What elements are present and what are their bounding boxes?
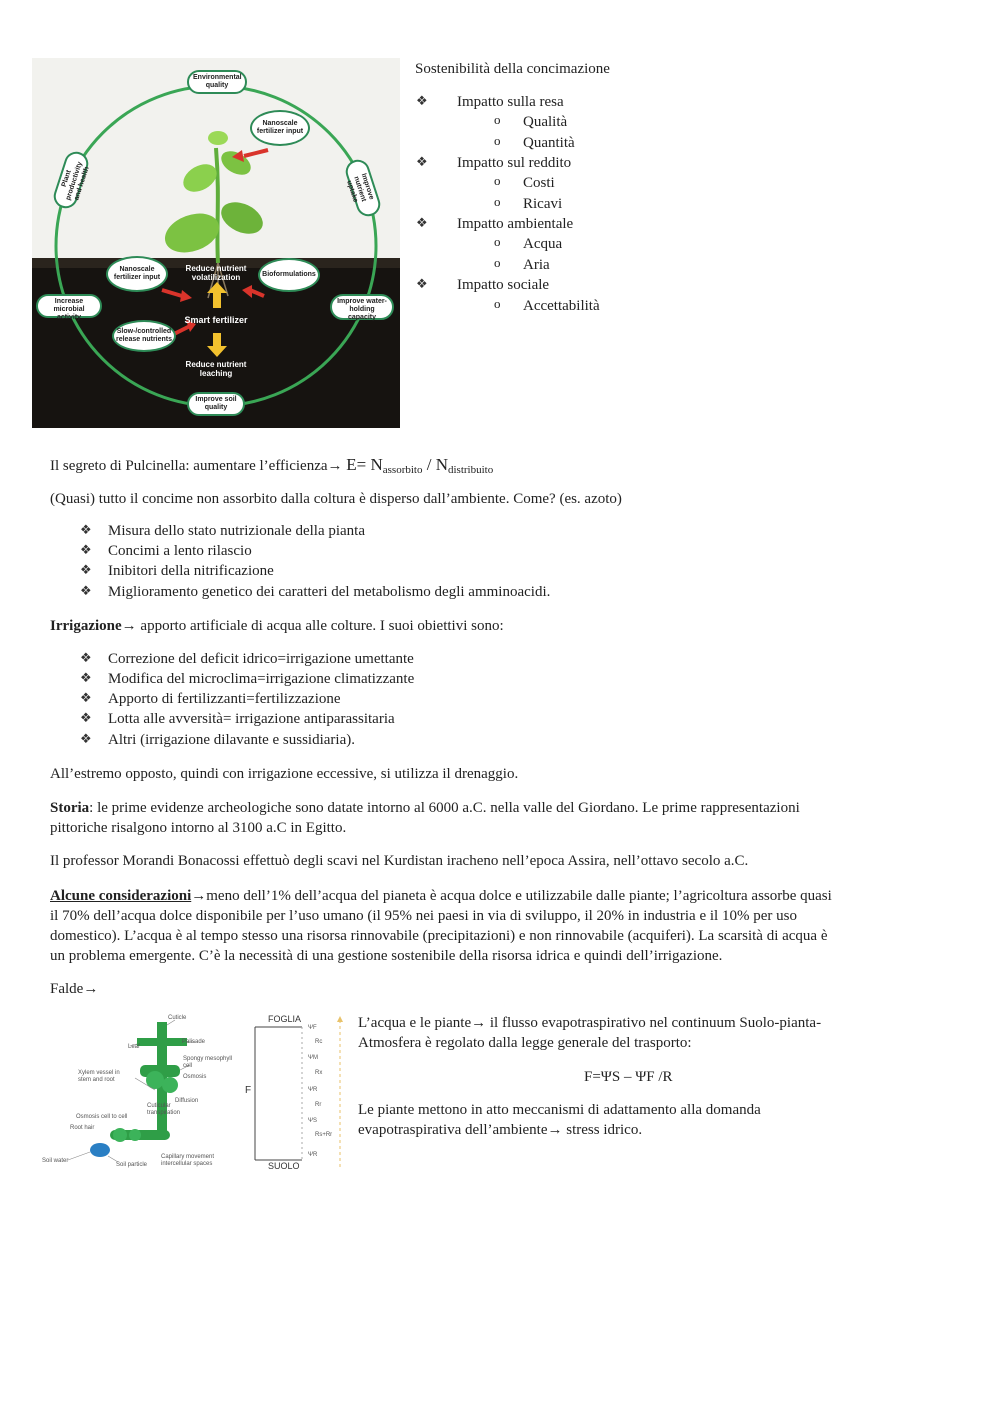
resistance-label: Rc	[315, 1039, 323, 1045]
water-line4	[358, 1120, 642, 1140]
formula-subscript: distribuito	[448, 464, 494, 476]
falde-heading: Falde→	[50, 981, 99, 997]
suolo-label: SUOLO	[268, 1161, 300, 1171]
irrigazione-text: apporto artificiale di acqua alle colture. I suoi obiettivi sono:	[136, 618, 504, 634]
considerazioni-line4: un problema emergente. C’è la necessità di una gestione sostenibile della risorsa idrica e quindi dell’irrigazione.	[50, 948, 723, 964]
considerazioni-text: meno dell’1% dell’acqua del pianeta è acqua dolce e utilizzabile dalle piante; l’agricoltura assorbe quasi	[206, 888, 832, 904]
diamond-bullet-icon: ❖	[416, 154, 428, 169]
arrow-icon: →	[121, 618, 137, 634]
goal-item: Correzione del deficit idrico=irrigazione umettante	[108, 651, 414, 667]
resistance-label: ΨS	[308, 1118, 318, 1124]
circle-bullet-icon: o	[494, 255, 501, 270]
transport-formula: F=ΨS – ΨF /R	[584, 1069, 673, 1085]
sustain-subitem: Quantità	[523, 135, 575, 151]
bioformulations-label: Bioformulations	[258, 258, 320, 292]
environmental-quality-label: Environmental quality	[187, 70, 247, 94]
plant-productivity-label: Plant productivity and health	[51, 149, 92, 212]
circle-bullet-icon: o	[494, 133, 501, 148]
diamond-bullet-icon: ❖	[80, 690, 92, 705]
irrigazione-term: Irrigazione	[50, 618, 122, 634]
sustain-subitem: Costi	[523, 175, 555, 191]
diamond-bullet-icon: ❖	[416, 276, 428, 291]
storia-line1: : le prime evidenze archeologiche sono datate intorno al 6000 a.C. nella valle del Giordano. Le prime rappresentazioni	[89, 800, 800, 816]
goal-item: Altri (irrigazione dilavante e sussidiaria).	[108, 732, 355, 748]
water-line1-a: L’acqua e le piante	[358, 1015, 472, 1031]
diamond-bullet-icon: ❖	[80, 542, 92, 557]
sustain-subitem: Qualità	[523, 114, 568, 130]
morandi-paragraph: Il professor Morandi Bonacossi effettuò degli scavi nel Kurdistan iracheno nell’epoca Assira, nell’ottavo secolo a.C.	[50, 853, 749, 869]
diamond-bullet-icon: ❖	[80, 562, 92, 577]
diamond-bullet-icon: ❖	[80, 670, 92, 685]
method-item: Concimi a lento rilascio	[108, 543, 252, 559]
circle-bullet-icon: o	[494, 234, 501, 249]
improve-water-label: Improve water-holding capacity	[330, 294, 394, 320]
resistance-label: Rs+Rr	[315, 1132, 333, 1138]
water-line1	[358, 1013, 821, 1033]
sustain-item: Impatto sul reddito	[457, 155, 572, 171]
circle-bullet-icon: o	[494, 112, 501, 127]
efficiency-formula: E= N	[346, 455, 383, 474]
storia-term: Storia	[50, 800, 90, 816]
diamond-bullet-icon: ❖	[80, 583, 92, 598]
diamond-bullet-icon: ❖	[80, 650, 92, 665]
circle-bullet-icon: o	[494, 296, 501, 311]
sustain-subitem: Ricavi	[523, 196, 563, 212]
considerazioni-line3: domestico). L’acqua è al tempo stesso una risorsa rinnovabile (precipitazioni) e non rinnovabile (acquiferi). La scarsità di acqua è	[50, 928, 828, 944]
goal-item: Apporto di fertilizzanti=fertilizzazione	[108, 691, 341, 707]
irrigazione-paragraph	[50, 616, 504, 636]
cuticular-label: Cuticular transpiration	[147, 1103, 181, 1116]
xylem-label: Xylem vessel in stem and root	[78, 1070, 120, 1083]
water-line2: Atmosfera è regolato dalla legge generale del trasporto:	[358, 1035, 692, 1051]
formula-subscript: assorbito	[382, 464, 423, 476]
resistance-label: Rx	[315, 1070, 323, 1076]
diamond-bullet-icon: ❖	[416, 215, 428, 230]
resistance-label: ΨR	[308, 1152, 318, 1158]
sustain-subitem: Aria	[523, 257, 550, 273]
osmosis-label: Osmosis	[183, 1074, 207, 1080]
soil-water-label: Soil water	[42, 1158, 69, 1164]
sustainability-title: Sostenibilità della concimazione	[415, 61, 610, 77]
increase-microbial-label: Increase microbial activity	[36, 294, 102, 318]
formula-slash: / N	[422, 455, 448, 474]
osmosis-root-label: Osmosis cell to cell	[76, 1114, 128, 1120]
smart-fertilizer-figure	[32, 58, 400, 428]
flux-label: F	[245, 1085, 252, 1096]
diamond-bullet-icon: ❖	[80, 522, 92, 537]
spongy-label: Spongy mesophyll cell	[183, 1056, 233, 1069]
arrow-icon: →	[547, 1122, 563, 1138]
goal-item: Modifica del microclima=irrigazione climatizzante	[108, 671, 415, 687]
water-transport-figure	[40, 1010, 350, 1175]
arrow-icon: →	[191, 888, 207, 904]
efficiency-prefix: Il segreto di Pulcinella: aumentare l’efficienza	[50, 458, 328, 474]
sustain-item: Impatto sulla resa	[457, 94, 564, 110]
reduce-leaching-label: Reduce nutrient leaching	[185, 360, 247, 378]
diamond-bullet-icon: ❖	[80, 710, 92, 725]
sustain-subitem: Acqua	[523, 236, 563, 252]
arrow-icon: →	[327, 458, 343, 474]
considerazioni-line1	[50, 886, 832, 906]
water-line4-b: stress idrico.	[562, 1122, 643, 1138]
water-line3: Le piante mettono in atto meccanismi di adattamento alla domanda	[358, 1102, 761, 1118]
resistance-label: ΨR	[308, 1087, 318, 1093]
resistance-label: Rr	[315, 1102, 322, 1108]
arrow-icon: →	[471, 1015, 487, 1031]
improve-soil-label: Improve soil quality	[187, 392, 245, 416]
resistance-label: ΨF	[308, 1025, 317, 1031]
method-item: Inibitori della nitrificazione	[108, 563, 274, 579]
sustain-subitem: Accettabilità	[523, 298, 600, 314]
considerazioni-term: Alcune considerazioni	[50, 888, 192, 904]
nanoscale-input-top-label: Nanoscale fertilizer input	[250, 110, 310, 146]
root-hair-label: Root hair	[70, 1125, 95, 1131]
water-line1-b: il flusso evapotraspirativo nel continuum Suolo-pianta-	[486, 1015, 822, 1031]
considerazioni-line2: il 70% dell’acqua dolce disponibile per l’uso umano (il 95% nei paesi in via di sviluppo, il 20% in industria e il 10% per uso	[50, 908, 797, 924]
dispersed-paragraph: (Quasi) tutto il concime non assorbito dalla coltura è disperso dall’ambiente. Come? (es. azoto)	[50, 491, 622, 507]
drenaggio-paragraph: All’estremo opposto, quindi con irrigazione eccessive, si utilizza il drenaggio.	[50, 766, 519, 782]
resistance-label: ΨM	[308, 1055, 319, 1061]
circle-bullet-icon: o	[494, 173, 501, 188]
leaf-label: Leaf	[128, 1044, 140, 1050]
diamond-bullet-icon: ❖	[80, 731, 92, 746]
efficiency-line	[50, 455, 493, 480]
improve-nutrient-uptake-label: Improve nutrient uptake	[343, 157, 384, 220]
capillary-label: Capillary movement intercellular spaces	[161, 1154, 215, 1167]
diamond-bullet-icon: ❖	[416, 93, 428, 108]
circle-bullet-icon: o	[494, 194, 501, 209]
soil-particle-label: Soil particle	[116, 1162, 148, 1168]
sustain-item: Impatto sociale	[457, 277, 550, 293]
cuticle-label: Cuticle	[168, 1015, 187, 1021]
reduce-volatilization-label: Reduce nutrient volatilization	[185, 264, 247, 282]
goal-item: Lotta alle avversità= irrigazione antiparassitaria	[108, 711, 395, 727]
diffusion-label: Diffusion	[175, 1098, 199, 1104]
sustain-item: Impatto ambientale	[457, 216, 574, 232]
method-item: Miglioramento genetico dei caratteri del metabolismo degli amminoacidi.	[108, 584, 551, 600]
foglia-label: FOGLIA	[268, 1014, 302, 1024]
palisade-label: Palisade	[182, 1039, 206, 1045]
water-line4-a: evapotraspirativa dell’ambiente	[358, 1122, 548, 1138]
storia-paragraph	[50, 798, 800, 818]
storia-line2: pittoriche risalgono intorno al 3100 a.C in Egitto.	[50, 820, 347, 836]
plant-diagram-drawing	[40, 1010, 350, 1175]
smart-fertilizer-label: Smart fertilizer	[184, 315, 248, 325]
nanoscale-input-left-label: Nanoscale fertilizer input	[106, 256, 168, 292]
method-item: Misura dello stato nutrizionale della pianta	[108, 523, 366, 539]
slow-release-label: Slow-/controlled release nutrients	[112, 320, 176, 352]
